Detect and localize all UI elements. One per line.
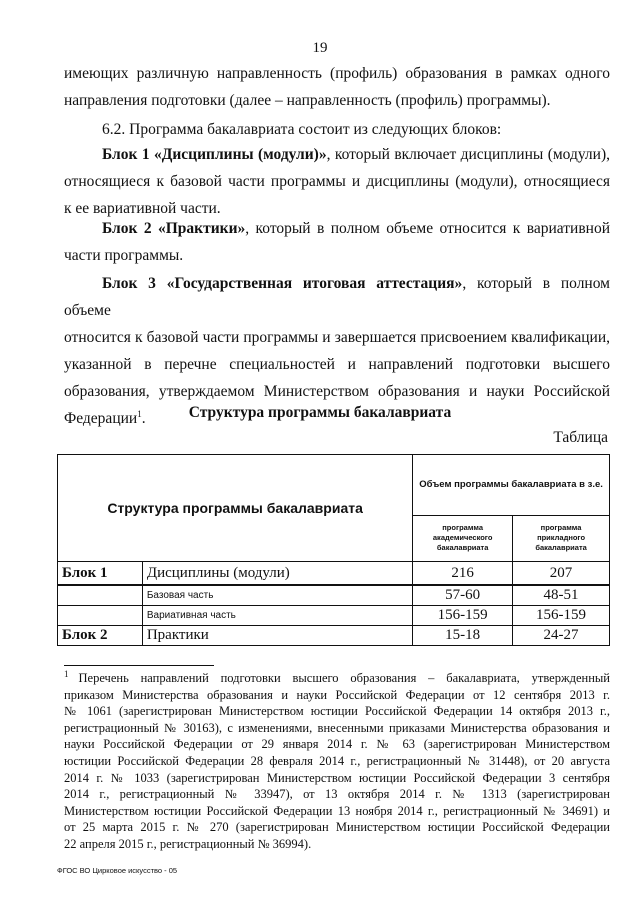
table-title: Структура программы бакалавриата xyxy=(188,404,452,421)
row-block xyxy=(58,606,143,626)
row-academic-value: 15-18 xyxy=(413,626,513,646)
table-header-applied: программа прикладного бакалавриата xyxy=(513,515,610,561)
document-footer: ФГОС ВО Цирковое искусство - 05 xyxy=(57,866,178,875)
table-header-structure: Структура программы бакалавриата xyxy=(58,455,413,562)
row-block xyxy=(58,585,143,606)
row-academic-value: 156-159 xyxy=(413,606,513,626)
footnote-line: 2014 г., регистрационный № 33947), от 13 октября 2014 г. № 1313 (зарегистрирован xyxy=(64,787,610,802)
row-academic-value: 216 xyxy=(413,562,513,586)
table-header-volume: Объем программы бакалавриата в з.е. xyxy=(413,455,610,516)
program-structure-table xyxy=(57,454,610,646)
row-block: Блок 1 xyxy=(58,562,143,586)
paragraph-block-1: Блок 1 «Дисциплины (модули)», который включает дисциплины (модули), относящиеся к базовой части программы и дисциплины (модули), относящиеся к ее вариативной части. xyxy=(64,141,610,222)
row-applied-value: 156-159 xyxy=(513,606,610,626)
table-row xyxy=(58,562,610,586)
paragraph-continuation xyxy=(64,60,610,114)
row-academic-value: 57-60 xyxy=(413,585,513,606)
table-row xyxy=(58,606,610,626)
footnote-ref[interactable]: 1 xyxy=(137,408,142,419)
footnote-line: 22 апреля 2015 г., регистрационный № 36994). xyxy=(64,836,312,851)
footnote: $^1$ Перечень направлений подготовки высшего образования – бакалавриата, утвержденный приказом Министерства образования и науки Российской Федерации от 12 сентября 2013 г. № 1061 (зарегистрирован Министерством юстиции Российской Федерации 14 октября 2013 г., регистрационный № 30163), с изменениями, внесенными приказами Министерства образования и науки Российской Федерации от 29 января 2014 г. № 63 (зарегистрирован Министерством юстиции Российской Федерации 28 февраля 2014 г., регистрационный № 31448), от 20 августа 2014 г. № 1033 (зарегистрирован Министерством юстиции Российской Федерации 3 сентября 2014 г., регистрационный № 33947), от 13 октября 2014 г. № 1313 (зарегистрирован Министерством юстиции Российской Федерации 13 ноября 2014 г., регистрационный № 34691) и от 25 марта 2015 г. № 270 (зарегистрирован Министерством юстиции Российской Федерации 22 апреля 2015 г., регистрационный № 36994). xyxy=(64,668,610,851)
block-1-title: Блок 1 «Дисциплины (модули)» xyxy=(102,146,327,163)
table-header-academic: программа академического бакалавриата xyxy=(413,515,513,561)
text-line: относящиеся к базовой части программы и дисциплины (модули), относящиеся xyxy=(64,173,610,190)
row-applied-value: 207 xyxy=(513,562,610,586)
table-row xyxy=(58,585,610,606)
row-block: Блок 2 xyxy=(58,626,143,646)
page-number: 19 xyxy=(312,40,328,56)
text-line: имеющих различную направленность (профиль) образования в рамках одного xyxy=(64,65,610,82)
paragraph-block-3: Блок 3 «Государственная итоговая аттестация», который в полном объеме относится к базовой части программы и завершается присвоением квалификации, указанной в перечне специальностей и направлений подготовки высшего образования, утверждаемом Министерством образования и науки Российской Федерации$^1$. xyxy=(64,275,610,427)
text-line: 6.2. Программа бакалавриата состоит из следующих блоков: xyxy=(102,121,502,138)
text-line: относится к базовой части программы и завершается присвоением квалификации, xyxy=(64,329,610,346)
text-line: направления подготовки (далее – направленность (профиль) программы). xyxy=(64,92,551,109)
text-line: образования, утверждаемом Министерством образования и науки Российской xyxy=(64,383,610,400)
footnote-divider xyxy=(64,665,214,666)
block-3-title: Блок 3 «Государственная итоговая аттестация» xyxy=(102,275,463,292)
row-name: Базовая часть xyxy=(142,585,412,606)
row-name: Практики xyxy=(142,626,412,646)
row-name: Дисциплины (модули) xyxy=(142,562,412,586)
text-line: указанной в перечне специальностей и направлений подготовки высшего xyxy=(64,356,610,373)
footnote-line: науки Российской Федерации от 29 января 2014 г. № 63 (зарегистрирован Министерством xyxy=(64,737,610,752)
row-name: Вариативная часть xyxy=(142,606,412,626)
row-applied-value: 48-51 xyxy=(513,585,610,606)
footnote-line: регистрационный № 30163), с изменениями, внесенными приказами Министерства образования и xyxy=(64,720,610,735)
paragraph-blocks-intro xyxy=(64,116,610,143)
footnote-line: юстиции Российской Федерации 28 февраля 2014 г., регистрационный № 31448), от 20 августа xyxy=(64,753,610,768)
table-row xyxy=(58,626,610,646)
footnote-line: приказом Министерства образования и науки Российской Федерации от 12 сентября 2013 г. xyxy=(64,687,610,702)
text-line: к ее вариативной части. xyxy=(64,200,221,217)
row-applied-value: 24-27 xyxy=(513,626,610,646)
footnote-mark: 1 xyxy=(64,668,69,679)
footnote-line: № 1061 (зарегистрирован Министерством юстиции Российской Федерации 14 октября 2013 г., xyxy=(64,704,610,719)
footnote-line: 2014 г. № 1033 (зарегистрирован Министерством юстиции Российской Федерации 3 сентября xyxy=(64,770,610,785)
footnote-line: Министерством юстиции Российской Федерации 13 ноября 2014 г., регистрационный № 34691) и xyxy=(64,803,610,818)
text-line: части программы. xyxy=(64,247,184,264)
footnote-line: от 25 марта 2015 г. № 270 (зарегистрирован Министерством юстиции Российской Федерации xyxy=(64,820,610,835)
block-2-title: Блок 2 «Практики» xyxy=(102,220,246,237)
table-caption: Таблица xyxy=(553,429,608,446)
paragraph-block-2: Блок 2 «Практики», который в полном объеме относится к вариативной части программы. xyxy=(64,215,610,269)
